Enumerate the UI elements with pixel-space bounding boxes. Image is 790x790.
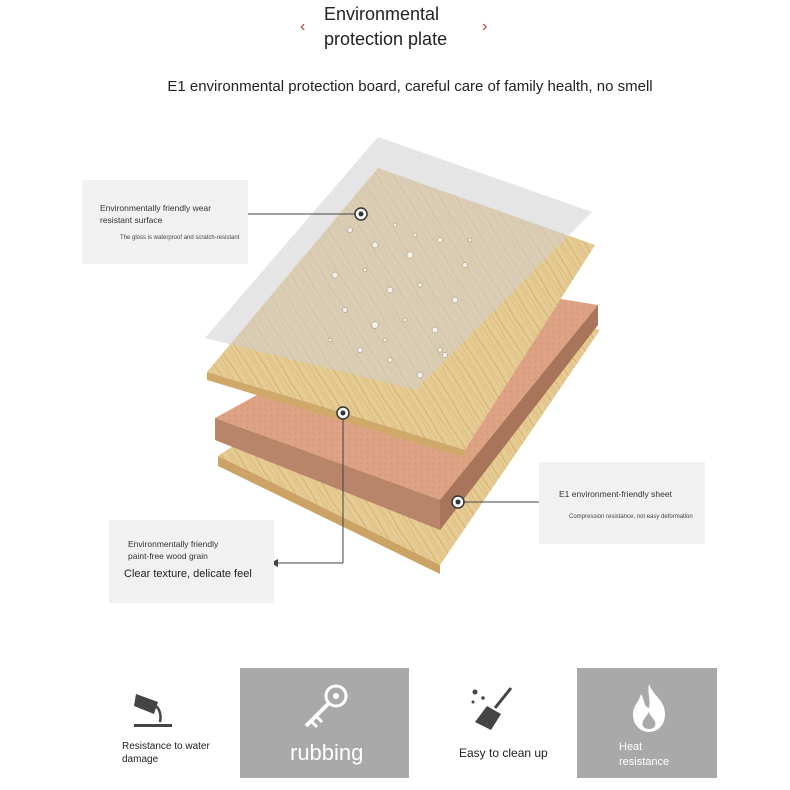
broom-icon <box>467 684 523 734</box>
callout-title: Environmentally friendly paint-free wood grain <box>128 539 219 561</box>
water-pour-icon <box>130 688 182 732</box>
page-title-line-1: Environmental <box>324 4 440 24</box>
key-icon <box>298 682 354 732</box>
page-title-line-2: protection plate <box>324 29 448 49</box>
feature-label: rubbing <box>290 740 364 765</box>
callout-desc: Clear texture, delicate feel <box>124 568 252 580</box>
callout-wood-grain <box>109 520 274 603</box>
flame-icon <box>627 682 671 734</box>
feature-rubbing <box>240 668 409 778</box>
callout-desc: Compression resistance, not easy deformation <box>569 514 693 520</box>
right-bracket-icon: › <box>482 18 488 35</box>
feature-easy-clean <box>445 668 570 778</box>
feature-label: Heat resistance <box>619 741 670 768</box>
callout-title: Environmentally friendly wear resistant surface <box>100 203 212 225</box>
callout-desc: The gloss is waterproof and scratch-resistant <box>120 235 240 241</box>
feature-label: Resistance to water damage <box>122 741 210 765</box>
left-bracket-icon: ‹ <box>300 18 306 35</box>
feature-heat-resistance <box>577 668 717 778</box>
callout-e1-sheet <box>539 462 705 544</box>
feature-label: Easy to clean up <box>459 746 548 760</box>
callout-wear-surface <box>82 180 248 264</box>
callout-title: E1 environment-friendly sheet <box>559 489 672 499</box>
feature-water-resistance <box>110 668 235 778</box>
page-subtitle: E1 environmental protection board, careful care of family health, no smell <box>167 78 653 95</box>
